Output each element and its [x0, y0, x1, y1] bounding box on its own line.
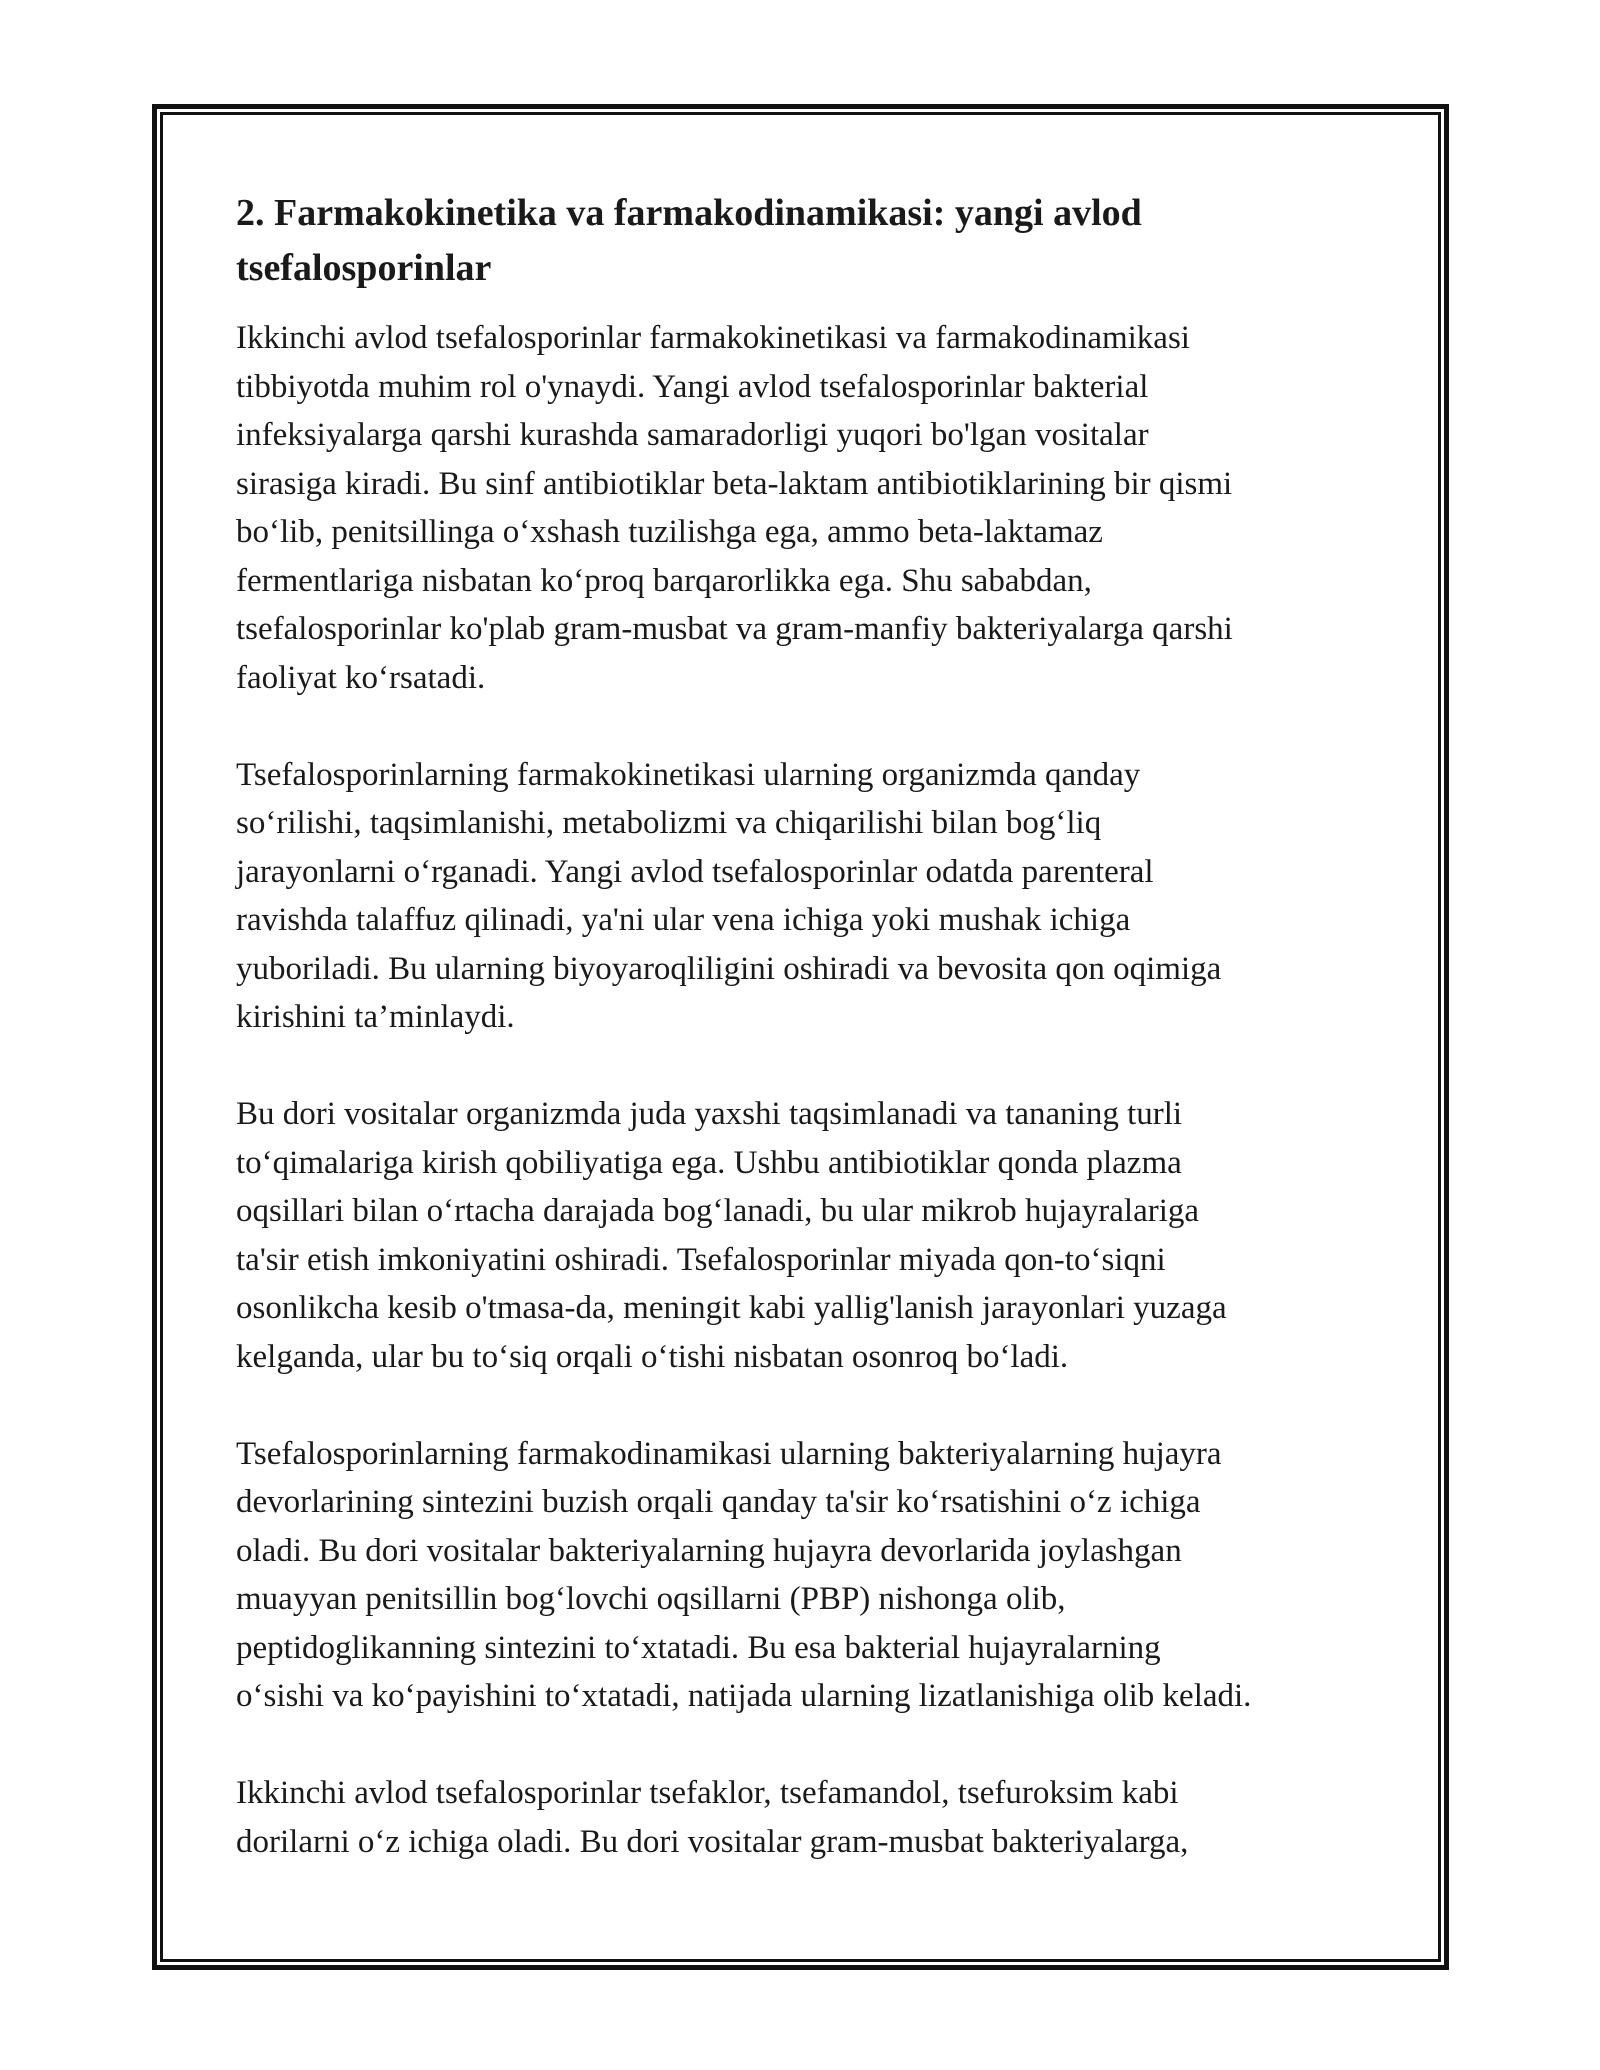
text-line: dorilarni o‘z ichiga oladi. Bu dori vositalar gram-musbat bakteriyalarga, [236, 1823, 1189, 1860]
text-line: to‘qimalariga kirish qobiliyatiga ega. Ushbu antibiotiklar qonda plazma [236, 1144, 1182, 1181]
text-line: fermentlariga nisbatan ko‘proq barqarorlikka ega. Shu sababdan, [236, 562, 1092, 599]
text-line: Ikkinchi avlod tsefalosporinlar tsefaklor, tsefamandol, tsefuroksim kabi [236, 1775, 1179, 1811]
section-heading [236, 186, 1386, 296]
paragraph-1 [236, 314, 1386, 702]
heading-line: 2. Farmakokinetika va farmakodinamikasi: yangi avlod [236, 192, 1142, 234]
paragraph-2 [236, 751, 1386, 1042]
text-line: jarayonlarni o‘rganadi. Yangi avlod tsefalosporinlar odatda parenteral [236, 853, 1154, 890]
text-line: Ikkinchi avlod tsefalosporinlar farmakokinetikasi va farmakodinamikasi [236, 320, 1190, 356]
text-line: kirishini ta’minlaydi. [236, 999, 515, 1035]
text-line: Tsefalosporinlarning farmakokinetikasi ularning organizmda qanday [236, 756, 1141, 793]
text-line: kelganda, ular bu to‘siq orqali o‘tishi nisbatan osonroq bo‘ladi. [236, 1338, 1069, 1375]
heading-line: tsefalosporinlar [236, 247, 492, 289]
text-line: bo‘lib, penitsillinga o‘xshash tuzilishga ega, ammo beta-laktamaz [236, 514, 1103, 550]
text-line: so‘rilishi, taqsimlanishi, metabolizmi va chiqarilishi bilan bog‘liq [236, 805, 1102, 841]
text-line: faoliyat ko‘rsatadi. [236, 659, 486, 696]
text-line: ta'sir etish imkoniyatini oshiradi. Tsefalosporinlar miyada qon-to‘siqni [236, 1241, 1166, 1278]
text-line: oladi. Bu dori vositalar bakteriyalarning hujayra devorlarida joylashgan [236, 1532, 1182, 1569]
paragraph-4 [236, 1430, 1386, 1721]
text-line: infeksiyalarga qarshi kurashda samaradorligi yuqori bo'lgan vositalar [236, 417, 1149, 453]
text-line: muayyan penitsillin bog‘lovchi oqsillarni (PBP) nishonga olib, [236, 1581, 1066, 1617]
paragraph-5 [236, 1769, 1386, 1866]
text-line: Tsefalosporinlarning farmakodinamikasi ularning bakteriyalarning hujayra [236, 1435, 1222, 1472]
paragraph-3 [236, 1090, 1386, 1381]
text-line: peptidoglikanning sintezini to‘xtatadi. Bu esa bakterial hujayralarning [236, 1629, 1161, 1666]
text-line: yuboriladi. Bu ularning biyoyaroqliligini oshiradi va bevosita qon oqimiga [236, 950, 1222, 987]
text-line: ravishda talaffuz qilinadi, ya'ni ular vena ichiga yoki mushak ichiga [236, 902, 1131, 938]
text-line: tsefalosporinlar ko'plab gram-musbat va gram-manfiy bakteriyalarga qarshi [236, 611, 1233, 647]
text-line: devorlarining sintezini buzish orqali qanday ta'sir ko‘rsatishini o‘z ichiga [236, 1484, 1201, 1520]
text-line: Bu dori vositalar organizmda juda yaxshi taqsimlanadi va tananing turli [236, 1096, 1183, 1132]
document-body [236, 186, 1386, 1915]
text-line: tibbiyotda muhim rol o'ynaydi. Yangi avlod tsefalosporinlar bakterial [236, 368, 1149, 405]
text-line: osonlikcha kesib o'tmasa-da, meningit kabi yallig'lanish jarayonlari yuzaga [236, 1290, 1227, 1326]
text-line: sirasiga kiradi. Bu sinf antibiotiklar beta-laktam antibiotiklarining bir qismi [236, 465, 1233, 502]
text-line: oqsillari bilan o‘rtacha darajada bog‘lanadi, bu ular mikrob hujayralariga [236, 1193, 1200, 1229]
text-line: o‘sishi va ko‘payishini to‘xtatadi, natijada ularning lizatlanishiga olib keladi. [236, 1678, 1252, 1714]
